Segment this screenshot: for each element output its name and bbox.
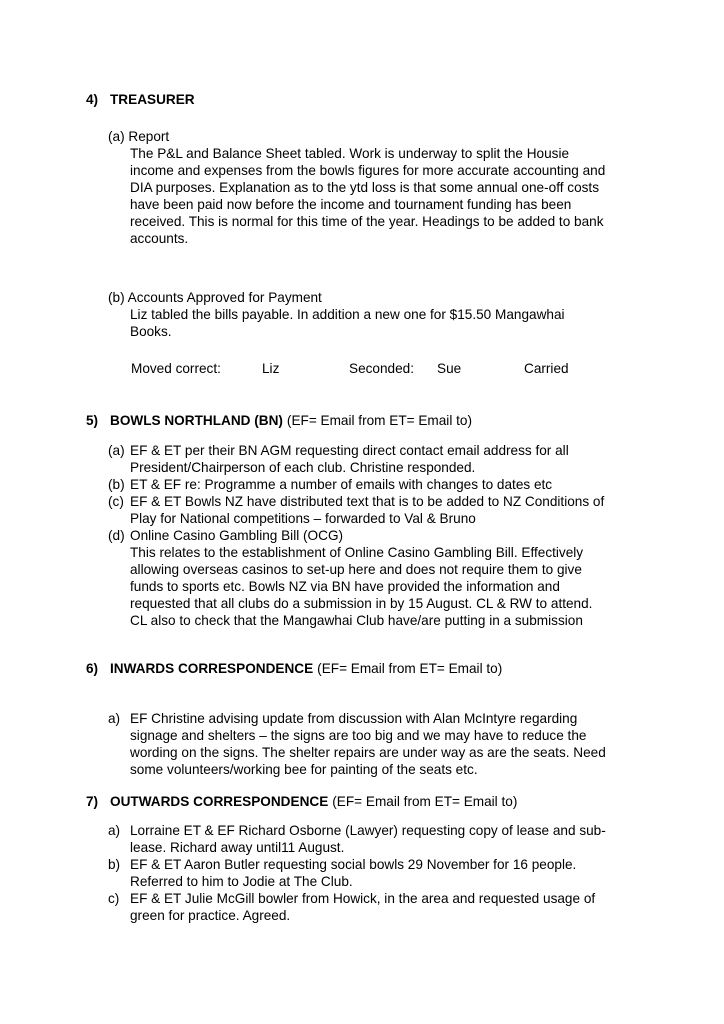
motion-result: Carried (524, 361, 569, 376)
section-treasurer (86, 91, 638, 108)
text-line: Books. (130, 324, 172, 339)
text-line: CL also to check that the Mangawhai Club have/are putting in a submission (130, 613, 583, 628)
text-line: EF & ET Bowls NZ have distributed text that is to be added to NZ Conditions of (130, 494, 605, 509)
seconded-by: Sue (437, 361, 462, 376)
list-item (108, 442, 636, 476)
list-marker: a) (108, 711, 121, 726)
text-line: income and expenses from the bowls figures for more accurate accounting and (130, 163, 606, 178)
accounts-approved (108, 289, 636, 340)
section-heading (86, 91, 638, 108)
text-line: President/Chairperson of each club. Christine responded. (130, 460, 476, 475)
section-title: OUTWARDS CORRESPONDENCE (110, 794, 329, 809)
motion-row (131, 360, 631, 377)
list-item (108, 890, 636, 924)
text-line: The P&L and Balance Sheet tabled. Work is underway to split the Housie (130, 146, 570, 161)
section-note: (EF= Email from ET= Email to) (332, 794, 518, 809)
text-line: DIA purposes. Explanation as to the ytd loss is that some annual one-off costs (130, 180, 600, 195)
text-line: signage and shelters – the signs are too big and we may have to reduce the (130, 728, 587, 743)
text-line: EF & ET per their BN AGM requesting direct contact email address for all (130, 443, 569, 458)
text-line: EF & ET Julie McGill bowler from Howick, in the area and requested usage of (130, 891, 596, 906)
treasurer-report (108, 128, 636, 247)
list-marker: (b) (108, 477, 125, 492)
item-label: (b) Accounts Approved for Payment (108, 290, 322, 305)
section-number: 7) (86, 794, 99, 809)
text-line: some volunteers/working bee for painting of the seats etc. (130, 762, 478, 777)
section-heading (86, 412, 638, 429)
list-marker: (d) (108, 528, 125, 543)
list-marker: c) (108, 891, 120, 906)
text-line: wording on the signs. The shelter repairs are under way as are the seats. Need (130, 745, 606, 760)
inwards-items (108, 710, 636, 778)
list-item (108, 476, 636, 493)
text-line: Play for National competitions – forwarded to Val & Bruno (130, 511, 476, 526)
list-marker: b) (108, 857, 121, 872)
section-number: 5) (86, 413, 99, 428)
item-label: (a) Report (108, 129, 170, 144)
text-line: requested that all clubs do a submission in by 15 August. CL & RW to attend. (130, 596, 593, 611)
list-item (108, 822, 636, 856)
text-line: Online Casino Gambling Bill (OCG) (130, 528, 344, 543)
section-number: 6) (86, 661, 99, 676)
moved-label: Moved correct: (131, 361, 221, 376)
bn-items (108, 442, 636, 629)
item-body (108, 145, 636, 247)
text-line: EF Christine advising update from discussion with Alan McIntyre regarding (130, 711, 578, 726)
text-line: Lorraine ET & EF Richard Osborne (Lawyer) requesting copy of lease and sub- (130, 823, 606, 838)
text-line: Referred to him to Jodie at The Club. (130, 874, 353, 889)
section-outwards-correspondence (86, 793, 638, 810)
text-line: Liz tabled the bills payable. In addition a new one for $15.50 Mangawhai (130, 307, 565, 322)
outwards-items (108, 822, 636, 924)
text-line: funds to sports etc. Bowls NZ via BN have provided the information and (130, 579, 560, 594)
section-title: TREASURER (110, 92, 195, 107)
seconded-label: Seconded: (349, 361, 415, 376)
text-line: allowing overseas casinos to set-up here and does not require them to give (130, 562, 582, 577)
text-line: EF & ET Aaron Butler requesting social bowls 29 November for 16 people. (130, 857, 577, 872)
text-line: ET & EF re: Programme a number of emails with changes to dates etc (130, 477, 553, 492)
section-note: (EF= Email from ET= Email to) (286, 413, 472, 428)
text-line: green for practice. Agreed. (130, 908, 291, 923)
moved-by: Liz (262, 361, 280, 376)
list-marker: a) (108, 823, 121, 838)
text-line: have been paid now before the income and tournament funding has been (130, 197, 572, 212)
section-title: BOWLS NORTHLAND (BN) (110, 413, 283, 428)
list-marker: (c) (108, 494, 124, 509)
list-item (108, 856, 636, 890)
list-item (108, 493, 636, 527)
list-item (108, 710, 636, 778)
section-bowls-northland (86, 412, 638, 429)
list-item (108, 527, 636, 629)
text-line: accounts. (130, 231, 189, 246)
section-heading (86, 793, 638, 810)
item-body (108, 306, 636, 340)
section-number: 4) (86, 92, 99, 107)
section-heading (86, 660, 638, 677)
text-line: This relates to the establishment of Online Casino Gambling Bill. Effectively (130, 545, 584, 560)
text-line: lease. Richard away until11 August. (130, 840, 345, 855)
text-line: received. This is normal for this time of the year. Headings to be added to bank (130, 214, 604, 229)
section-inwards-correspondence (86, 660, 638, 677)
list-marker: (a) (108, 443, 125, 458)
section-note: (EF= Email from ET= Email to) (317, 661, 503, 676)
section-title: INWARDS CORRESPONDENCE (110, 661, 314, 676)
